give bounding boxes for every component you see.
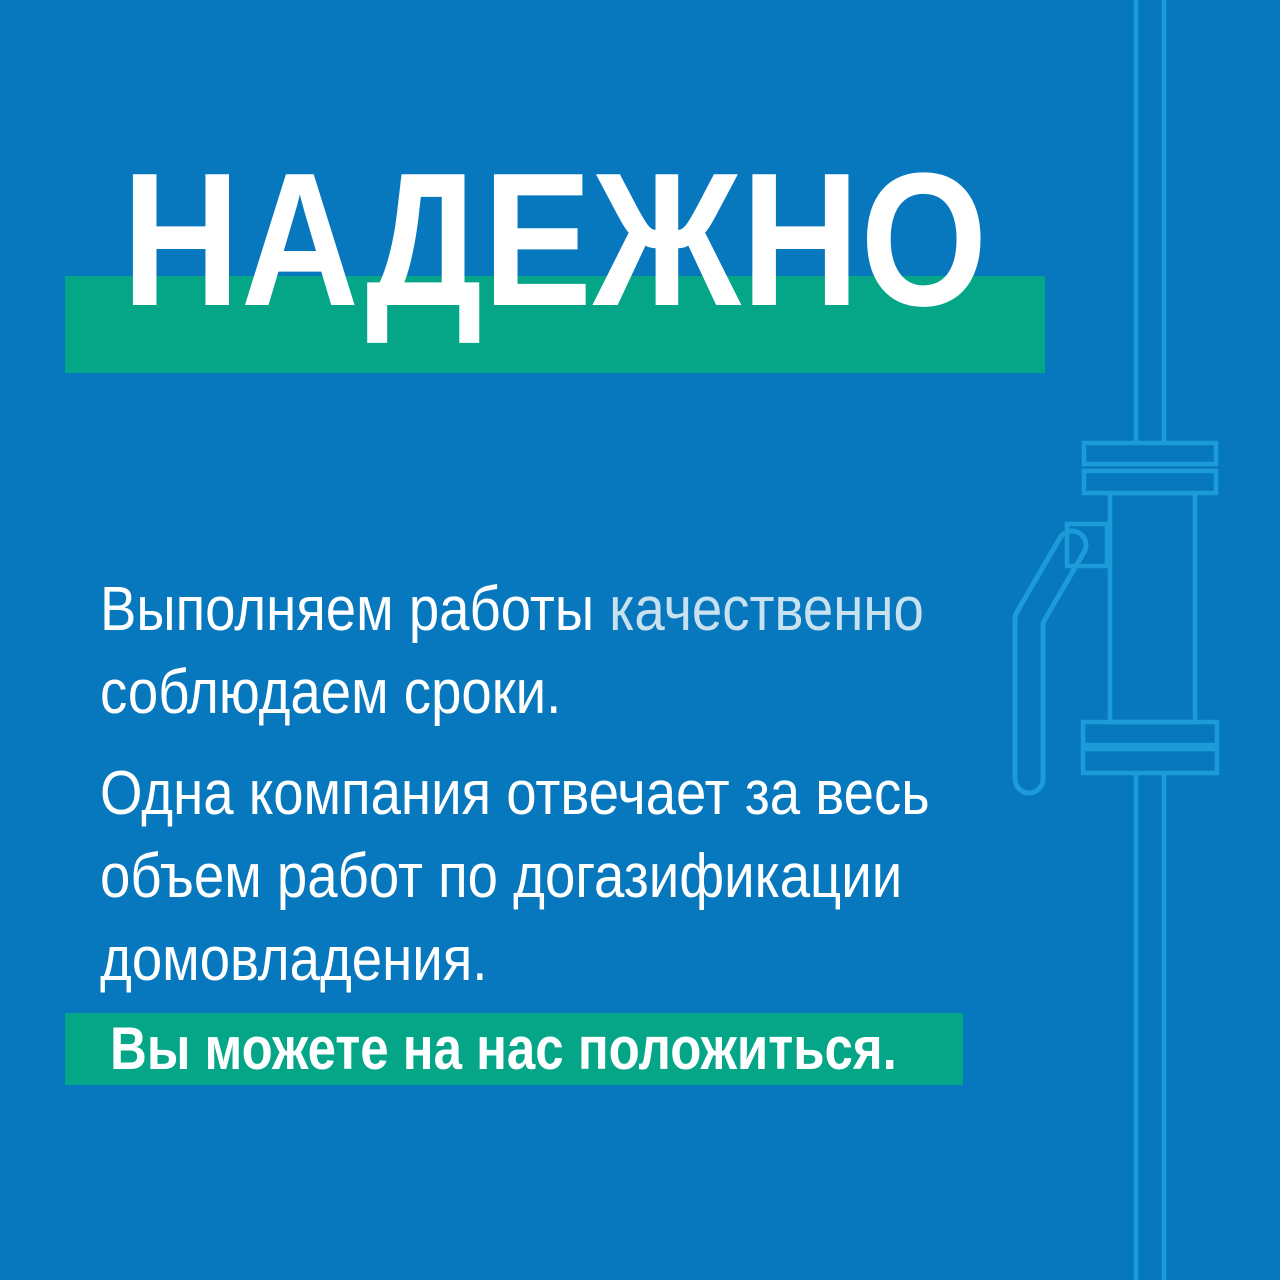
paragraph1-regular-text: Выполняем работы <box>100 575 610 644</box>
text-line-5: домовладения. <box>100 925 488 994</box>
text-line-2: соблюдаем сроки. <box>100 658 562 727</box>
flange-bottom-plate-1 <box>1083 722 1217 745</box>
headline-text: НАДЕЖНО <box>122 134 989 346</box>
paragraph1-highlight-word: качественно <box>609 575 924 644</box>
text-line-4: объем работ по догазификации <box>100 842 903 911</box>
paragraph-quality <box>100 568 924 734</box>
valve-body <box>1110 493 1195 722</box>
pipe-upper-lines <box>1136 0 1164 443</box>
tagline-text: Вы можете на нас положиться. <box>110 1015 897 1082</box>
text-line-3: Одна компания отвечает за весь <box>100 759 930 828</box>
flange-bottom-plate-2 <box>1083 749 1217 773</box>
valve-handle-outline <box>1029 545 1072 779</box>
flange-top-plate-2 <box>1084 471 1216 493</box>
paragraph-company <box>100 752 930 1001</box>
tagline-highlight-bar <box>65 1013 963 1085</box>
pipe-lower-lines <box>1136 773 1164 1280</box>
valve-handle-inner <box>1029 545 1072 779</box>
text-line-1 <box>100 568 924 651</box>
flange-top-plate-1 <box>1084 443 1216 464</box>
valve-handle-mount <box>1067 524 1107 566</box>
